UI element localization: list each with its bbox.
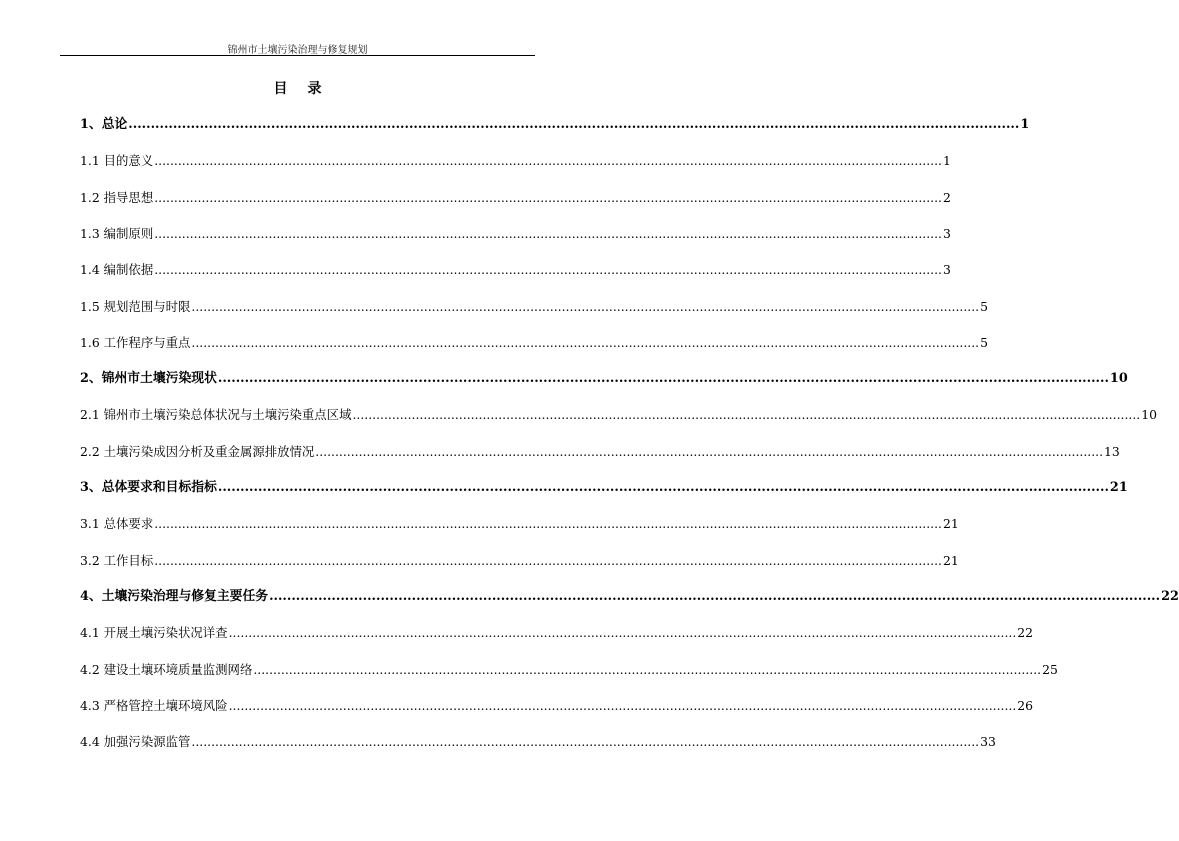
toc-leader-dots: ........................................................................................................................................................................................................ (154, 552, 942, 568)
toc-entry[interactable] (80, 152, 951, 170)
toc-entry[interactable] (80, 406, 1157, 424)
toc-entry-label: 1.1 目的意义 (80, 153, 154, 169)
running-header: 锦州市土壤污染治理与修复规划 (227, 45, 368, 56)
toc-entry-label: 3、总体要求和目标指标 (80, 480, 217, 495)
toc-entry-page: 5 (980, 298, 989, 314)
toc-entry-page: 3 (942, 262, 951, 278)
toc-entry-page: 26 (1017, 697, 1034, 713)
toc-title: 目录 (273, 81, 342, 97)
toc-entry-page: 21 (942, 516, 959, 532)
toc-entry-page: 13 (1104, 443, 1120, 459)
toc-leader-dots: ........................................................................................................................................................................................................ (228, 697, 1017, 713)
toc-leader-dots: ........................................................................................................................................................................................................ (154, 153, 942, 169)
toc-entry-page: 22 (1017, 625, 1034, 641)
toc-entry-label: 1.5 规划范围与时限 (80, 298, 191, 314)
toc-leader-dots: ........................................................................................................................................................................................................ (191, 734, 980, 750)
toc-entry[interactable] (80, 261, 951, 279)
toc-leader-dots: ........................................................................................................................................................................................................ (352, 407, 1141, 423)
toc-leader-dots: ........................................................................................................................................................................................................ (128, 117, 1020, 132)
header-rule (60, 55, 535, 56)
toc-entry-label: 4.2 建设土壤环境质量监测网络 (80, 661, 253, 677)
toc-leader-dots: ........................................................................................................................................................................................................ (217, 371, 1109, 387)
toc-leader-dots: ........................................................................................................................................................................................................ (269, 588, 1161, 604)
toc-leader-dots: ........................................................................................................................................................................................................ (191, 298, 980, 314)
toc-entry[interactable] (80, 370, 1128, 388)
toc-entry-label: 1、总论 (80, 117, 128, 132)
toc-entry-page: 10 (1141, 407, 1157, 423)
toc-entry[interactable] (80, 225, 951, 243)
toc-entry-label: 4.3 严格管控土壤环境风险 (80, 697, 228, 713)
toc-entry-page: 25 (1042, 661, 1058, 677)
toc-entry-page: 33 (980, 734, 996, 750)
toc-entry-page: 22 (1161, 588, 1179, 604)
toc-entry-label: 3.1 总体要求 (80, 516, 154, 532)
toc-entry-page: 1 (1020, 117, 1030, 132)
toc-entry-label: 1.4 编制依据 (80, 262, 154, 278)
toc-entry-label: 4.4 加强污染源监管 (80, 734, 191, 750)
toc-entry[interactable] (80, 661, 1058, 679)
toc-leader-dots: ........................................................................................................................................................................................................ (154, 225, 942, 241)
toc-leader-dots: ........................................................................................................................................................................................................ (217, 480, 1109, 495)
toc-entry-label: 3.2 工作目标 (80, 552, 154, 568)
toc-entry-page: 5 (980, 334, 989, 350)
toc-entry-label: 4.1 开展土壤污染状况详查 (80, 625, 228, 641)
toc-entry[interactable] (80, 334, 989, 352)
toc-entry-label: 1.3 编制原则 (80, 225, 154, 241)
toc-entry[interactable] (80, 588, 1179, 606)
toc-entry-label: 4、土壤污染治理与修复主要任务 (80, 588, 269, 604)
toc-entry[interactable] (80, 116, 1030, 134)
toc-entry[interactable] (80, 479, 1128, 497)
toc-entry-label: 1.2 指导思想 (80, 189, 154, 205)
toc-entry-label: 2、锦州市土壤污染现状 (80, 371, 217, 387)
toc-leader-dots: ........................................................................................................................................................................................................ (154, 516, 942, 532)
toc-entry-page: 2 (942, 189, 951, 205)
toc-entry[interactable] (80, 552, 959, 570)
toc-entry-label: 1.6 工作程序与重点 (80, 334, 191, 350)
toc-leader-dots: ........................................................................................................................................................................................................ (315, 443, 1104, 459)
toc-leader-dots: ........................................................................................................................................................................................................ (154, 189, 942, 205)
toc-entry-page: 21 (1109, 480, 1128, 495)
toc-leader-dots: ........................................................................................................................................................................................................ (228, 625, 1017, 641)
toc-entry[interactable] (80, 624, 1034, 642)
toc-leader-dots: ........................................................................................................................................................................................................ (191, 334, 980, 350)
toc-leader-dots: ........................................................................................................................................................................................................ (154, 262, 942, 278)
toc-entry[interactable] (80, 298, 989, 316)
toc-entry[interactable] (80, 443, 1120, 461)
toc-leader-dots: ........................................................................................................................................................................................................ (253, 661, 1042, 677)
toc-entry-label: 2.1 锦州市土壤污染总体状况与土壤污染重点区域 (80, 407, 352, 423)
toc-entry[interactable] (80, 733, 996, 751)
toc-entry[interactable] (80, 697, 1034, 715)
toc-entry[interactable] (80, 515, 959, 533)
toc-entry-page: 21 (942, 552, 959, 568)
toc-entry-page: 1 (942, 153, 951, 169)
toc-entry-page: 10 (1109, 371, 1128, 387)
toc-entry-label: 2.2 土壤污染成因分析及重金属源排放情况 (80, 443, 315, 459)
toc-entry[interactable] (80, 189, 951, 207)
toc-entry-page: 3 (942, 225, 951, 241)
